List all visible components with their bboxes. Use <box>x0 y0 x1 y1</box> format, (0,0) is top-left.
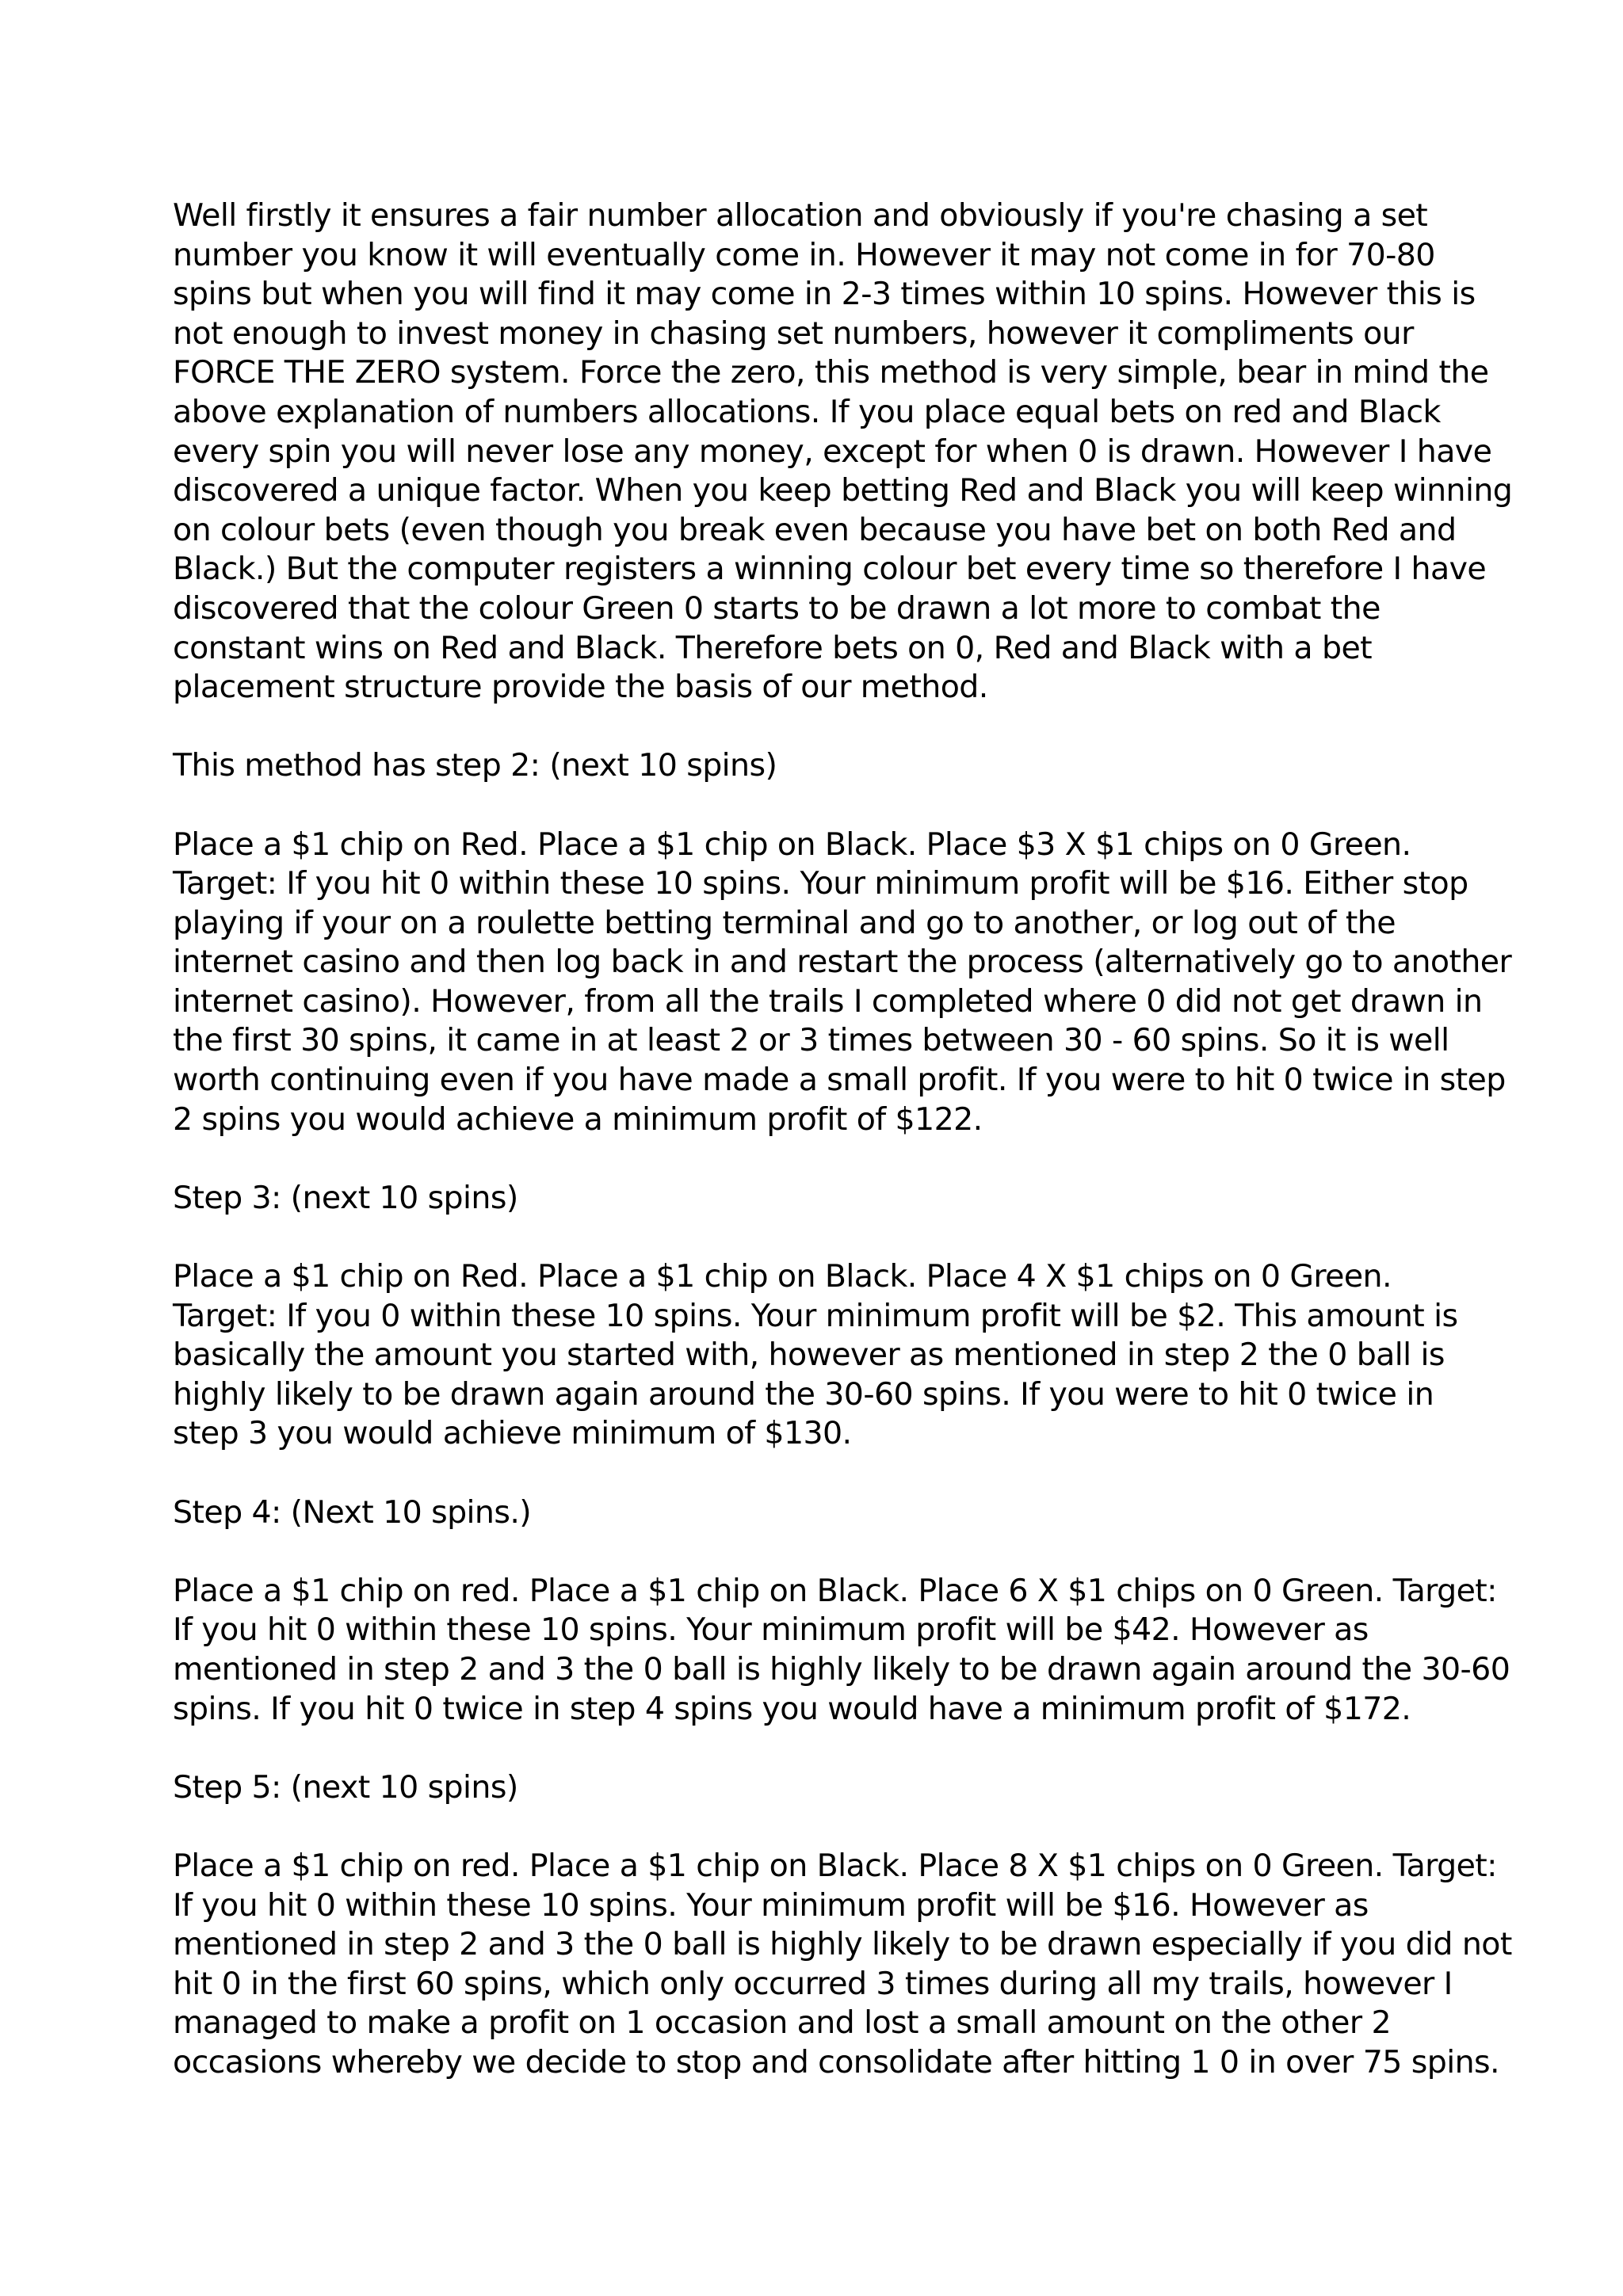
text-line: spins. If you hit 0 twice in step 4 spins you would have a minimum profit of $172. <box>173 1690 1411 1727</box>
text-line: Place a $1 chip on red. Place a $1 chip on Black. Place 8 X $1 chips on 0 Green. Target: <box>173 1847 1497 1884</box>
text-line: Step 5: (next 10 spins) <box>173 1768 518 1806</box>
text-line: above explanation of numbers allocations. If you place equal bets on red and Black <box>173 393 1441 430</box>
text-line: Place a $1 chip on Red. Place a $1 chip on Black. Place 4 X $1 chips on 0 Green. <box>173 1258 1392 1295</box>
text-line: the first 30 spins, it came in at least 2 or 3 times between 30 - 60 spins. So it is well <box>173 1022 1449 1059</box>
text-line: mentioned in step 2 and 3 the 0 ball is highly likely to be drawn again around the 30-60 <box>173 1650 1510 1688</box>
text-line: constant wins on Red and Black. Therefore bets on 0, Red and Black with a bet <box>173 629 1373 666</box>
text-line: spins but when you will find it may come in 2-3 times within 10 spins. However this is <box>173 276 1476 313</box>
text-line: mentioned in step 2 and 3 the 0 ball is highly likely to be drawn especially if you did not <box>173 1926 1512 1963</box>
text-line: FORCE THE ZERO system. Force the zero, this method is very simple, bear in mind the <box>173 354 1489 391</box>
text-line: worth continuing even if you have made a small profit. If you were to hit 0 twice in step <box>173 1062 1506 1099</box>
text-line: on colour bets (even though you break even because you have bet on both Red and <box>173 511 1457 548</box>
text-line: occasions whereby we decide to stop and consolidate after hitting 1 0 in over 75 spins. <box>173 2043 1499 2081</box>
text-line: step 3 you would achieve minimum of $130. <box>173 1415 852 1452</box>
text-line: highly likely to be drawn again around the 30-60 spins. If you were to hit 0 twice in <box>173 1375 1434 1413</box>
paragraph-step5-body <box>173 1847 1512 2083</box>
text-line: Target: If you hit 0 within these 10 spins. Your minimum profit will be $16. Either stop <box>173 865 1468 902</box>
text-line: hit 0 in the first 60 spins, which only occurred 3 times during all my trails, however I <box>173 1965 1453 2002</box>
paragraph-step3-body <box>173 1257 1472 1454</box>
text-line: Target: If you 0 within these 10 spins. Your minimum profit will be $2. This amount is <box>173 1297 1458 1334</box>
text-line: Place a $1 chip on red. Place a $1 chip on Black. Place 6 X $1 chips on 0 Green. Target: <box>173 1572 1497 1609</box>
text-line: If you hit 0 within these 10 spins. Your minimum profit will be $42. However as <box>173 1611 1369 1649</box>
text-line: playing if your on a roulette betting terminal and go to another, or log out of the <box>173 904 1396 941</box>
text-line: 2 spins you would achieve a minimum profit of $122. <box>173 1100 983 1138</box>
text-line: discovered a unique factor. When you keep betting Red and Black you will keep winning <box>173 472 1513 509</box>
text-line: internet casino). However, from all the trails I completed where 0 did not get drawn in <box>173 982 1483 1020</box>
text-line: internet casino and then log back in and restart the process (alternatively go to another <box>173 944 1512 981</box>
text-line: managed to make a profit on 1 occasion and lost a small amount on the other 2 <box>173 2004 1391 2042</box>
text-line: This method has step 2: (next 10 spins) <box>173 747 777 784</box>
text-line: Step 3: (next 10 spins) <box>173 1179 518 1216</box>
paragraph-step4-body <box>173 1572 1510 1729</box>
paragraph-intro <box>173 196 1513 707</box>
text-line: not enough to invest money in chasing set numbers, however it compliments our <box>173 315 1414 352</box>
text-line: Black.) But the computer registers a winning colour bet every time so therefore I have <box>173 551 1487 588</box>
paragraph-step2-body <box>173 826 1512 1140</box>
text-line: Place a $1 chip on Red. Place a $1 chip on Black. Place $3 X $1 chips on 0 Green. <box>173 826 1411 863</box>
paragraph-step3-heading <box>173 1179 1472 1219</box>
text-line: number you know it will eventually come in. However it may not come in for 70-80 <box>173 236 1435 273</box>
document-body <box>173 196 1513 2122</box>
paragraph-step4-heading <box>173 1493 1472 1533</box>
text-line: every spin you will never lose any money, except for when 0 is drawn. However I have <box>173 433 1492 470</box>
text-line: Step 4: (Next 10 spins.) <box>173 1493 532 1531</box>
paragraph-step2-heading <box>173 746 1472 786</box>
text-line: discovered that the colour Green 0 starts to be drawn a lot more to combat the <box>173 589 1381 627</box>
text-line: basically the amount you started with, however as mentioned in step 2 the 0 ball is <box>173 1337 1445 1374</box>
text-line: placement structure provide the basis of our method. <box>173 669 988 706</box>
text-line: If you hit 0 within these 10 spins. Your minimum profit will be $16. However as <box>173 1886 1369 1924</box>
text-line: Well firstly it ensures a fair number allocation and obviously if you're chasing a set <box>173 197 1428 234</box>
paragraph-step5-heading <box>173 1768 1472 1808</box>
